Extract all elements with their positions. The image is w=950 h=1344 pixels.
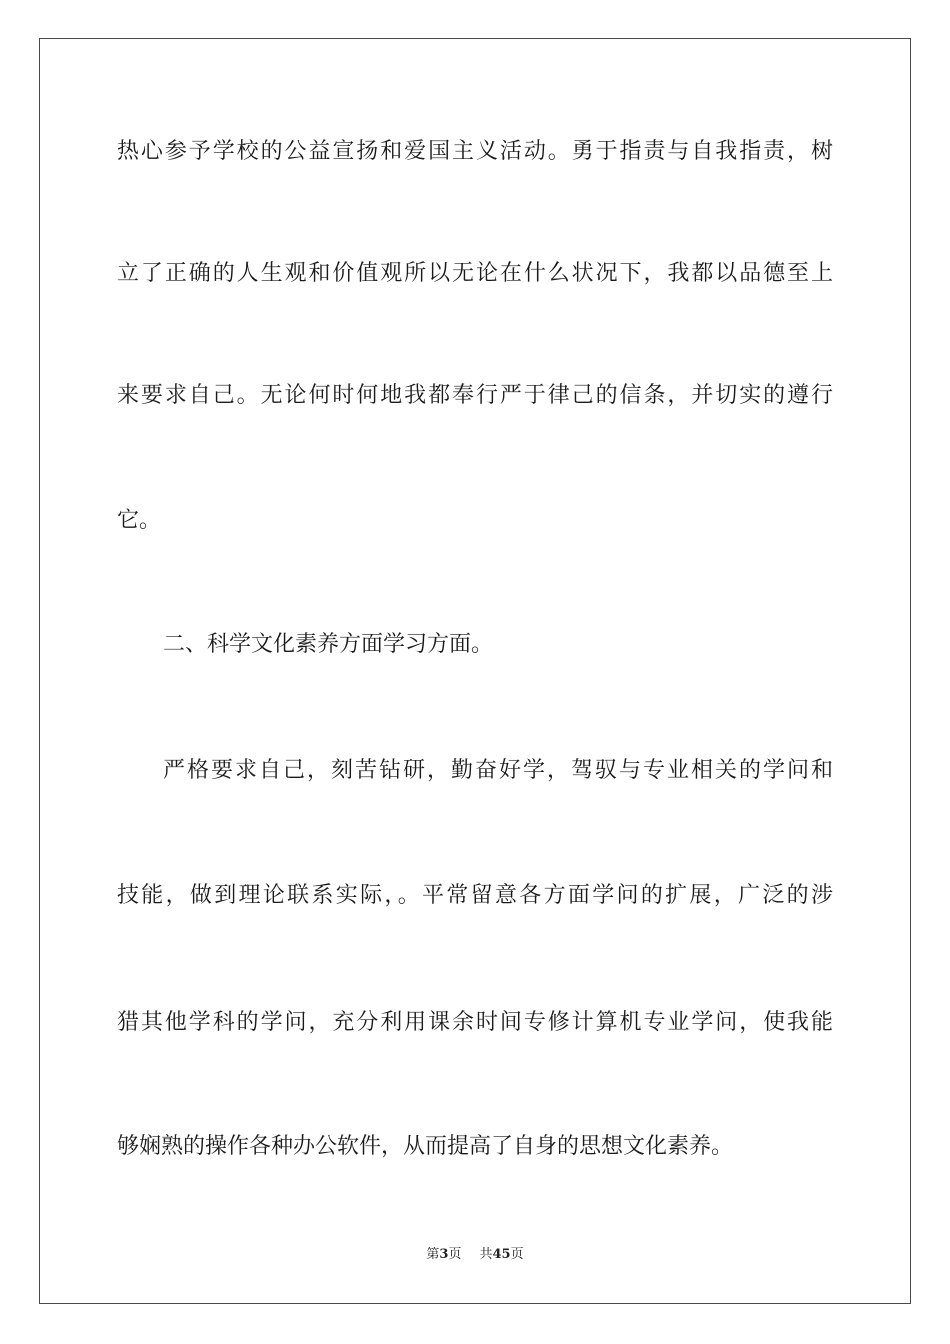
text-line-3: 来要求自己。无论何时何地我都奉行严于律己的信条，并切实的遵行 <box>117 383 833 408</box>
page-prefix: 第 <box>426 1247 440 1262</box>
text-line-2: 立了正确的人生观和价值观所以无论在什么状况下，我都以品德至上 <box>117 261 833 286</box>
page-border <box>39 38 911 1304</box>
text-line-1: 热心参予学校的公益宣扬和爱国主义活动。勇于指责与自我指责，树 <box>117 139 833 164</box>
text-line-9: 够娴熟的操作各种办公软件，从而提高了自身的思想文化素养。 <box>117 1134 734 1159</box>
page-suffix: 页 <box>448 1247 462 1262</box>
section-heading: 二、科学文化素养方面学习方面。 <box>163 632 494 657</box>
text-line-6: 严格要求自己，刻苦钻研，勤奋好学，驾驭与专业相关的学问和 <box>163 758 833 783</box>
total-pages: 45 <box>492 1247 511 1262</box>
total-suffix: 页 <box>510 1247 524 1262</box>
page-footer <box>0 1246 950 1264</box>
text-line-7: 技能，做到理论联系实际，。平常留意各方面学问的扩展，广泛的涉 <box>117 883 833 908</box>
total-prefix: 共 <box>479 1247 493 1262</box>
text-line-4: 它。 <box>117 508 162 533</box>
page-number: 3 <box>439 1247 449 1262</box>
text-line-8: 猎其他学科的学问，充分利用课余时间专修计算机专业学问，使我能 <box>117 1010 833 1035</box>
